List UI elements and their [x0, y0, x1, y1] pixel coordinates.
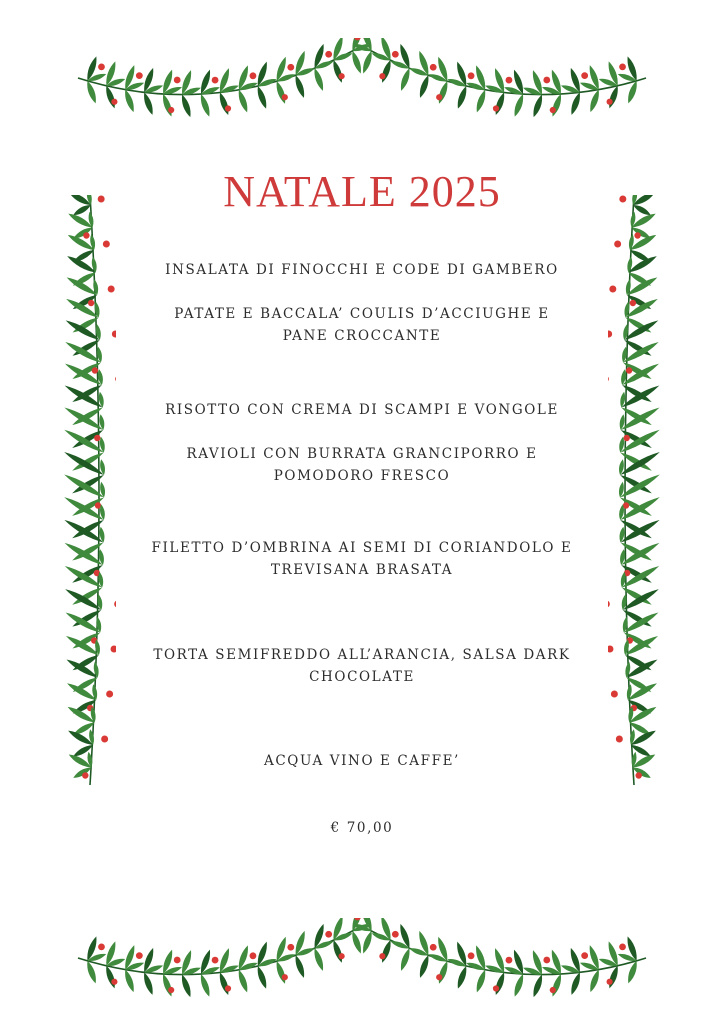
menu-title: NATALE 2025 — [223, 167, 501, 216]
leaf-shape — [474, 89, 488, 114]
berry-shape — [379, 953, 385, 959]
leaf-shape — [255, 965, 269, 990]
berry-shape — [250, 952, 257, 959]
leaf-shape — [160, 973, 174, 998]
holly-garland-right — [608, 195, 694, 785]
course-line: PATATE E BACCALA’ COULIS D’ACCIUGHE E — [174, 306, 550, 322]
berry-shape — [468, 952, 475, 959]
leaf-shape — [236, 89, 250, 114]
berry-shape — [82, 772, 88, 778]
berry-shape — [550, 107, 556, 113]
berry-shape — [111, 99, 117, 105]
berry-shape — [608, 376, 609, 383]
berry-shape — [543, 957, 550, 964]
berry-shape — [392, 931, 399, 938]
course-line: ACQUA VINO E CAFFE’ — [264, 753, 460, 769]
berry-shape — [581, 72, 588, 79]
leaf-shape — [123, 89, 137, 114]
berry-shape — [225, 985, 231, 991]
berry-shape — [634, 232, 640, 238]
berry-shape — [98, 63, 105, 70]
berry-shape — [108, 286, 115, 293]
berry-shape — [115, 376, 116, 383]
berry-shape — [608, 601, 610, 608]
berry-shape — [607, 979, 613, 985]
menu-price: € 70,00 — [330, 820, 394, 836]
leaf-shape — [417, 74, 431, 99]
course-line: TORTA SEMIFREDDO ALL’ARANCIA, SALSA DARK — [153, 647, 571, 663]
leaf-shape — [274, 80, 288, 105]
berry-shape — [339, 953, 345, 959]
holly-garland-bottom — [70, 918, 654, 1018]
leaf-shape — [123, 969, 137, 994]
course-line: PANE CROCCANTE — [282, 328, 442, 344]
leaf-shape — [493, 91, 507, 116]
berry-shape — [430, 944, 437, 951]
berry-shape — [436, 94, 442, 100]
berry-shape — [506, 77, 513, 84]
berry-shape — [225, 105, 231, 111]
leaf-shape — [160, 93, 174, 118]
berry-shape — [619, 943, 626, 950]
leaf-shape — [198, 973, 212, 998]
berry-shape — [168, 107, 174, 113]
leaf-shape — [550, 93, 564, 118]
leaf-shape — [569, 971, 583, 996]
berry-shape — [174, 77, 181, 84]
berry-shape — [174, 957, 181, 964]
course-line: FILETTO D’OMBRINA AI SEMI DI CORIANDOLO E — [151, 540, 573, 556]
berry-shape — [325, 51, 332, 58]
leaf-shape — [312, 947, 326, 972]
leaf-shape — [179, 974, 193, 999]
leaf-shape — [455, 965, 469, 990]
berry-shape — [250, 72, 257, 79]
leaf-shape — [293, 74, 307, 99]
berry-shape — [282, 94, 288, 100]
course-line: RISOTTO CON CREMA DI SCAMPI E VONGOLE — [165, 402, 559, 418]
berry-shape — [106, 691, 113, 698]
berry-shape — [287, 64, 294, 71]
berry-shape — [635, 772, 641, 778]
berry-shape — [112, 331, 116, 338]
berry-shape — [88, 300, 94, 306]
leaf-shape — [141, 91, 155, 116]
berry-shape — [608, 331, 612, 338]
berry-shape — [550, 987, 556, 993]
leaf-shape — [379, 59, 393, 84]
course-line: CHOCOLATE — [309, 669, 415, 685]
berry-shape — [83, 232, 89, 238]
berry-shape — [616, 736, 623, 743]
berry-shape — [282, 974, 288, 980]
course-line: INSALATA DI FINOCCHI E CODE DI GAMBERO — [165, 262, 559, 278]
berry-shape — [114, 601, 116, 608]
leaf-shape — [588, 89, 602, 114]
leaf-shape — [217, 91, 231, 116]
course-line: RAVIOLI CON BURRATA GRANCIPORRO E — [186, 446, 538, 462]
berry-shape — [614, 241, 621, 248]
leaf-shape — [217, 971, 231, 996]
course-line: POMODORO FRESCO — [273, 468, 451, 484]
leaf-shape — [379, 939, 393, 964]
leaf-shape — [255, 85, 269, 110]
berry-shape — [430, 64, 437, 71]
leaf-shape — [179, 94, 193, 119]
course-item — [140, 259, 584, 281]
leaf-shape — [493, 971, 507, 996]
berry-shape — [287, 944, 294, 951]
leaf-shape — [436, 80, 450, 105]
berry-shape — [436, 974, 442, 980]
leaf-shape — [398, 947, 412, 972]
berry-shape — [111, 979, 117, 985]
leaf-shape — [72, 765, 93, 780]
berry-shape — [626, 367, 632, 373]
leaf-shape — [293, 954, 307, 979]
course-item — [140, 537, 584, 581]
leaf-shape — [417, 954, 431, 979]
berry-shape — [543, 77, 550, 84]
leaf-shape — [198, 93, 212, 118]
leaf-shape — [312, 67, 326, 92]
leaf-shape — [398, 67, 412, 92]
leaf-shape — [569, 91, 583, 116]
holly-garland-top — [70, 38, 654, 138]
leaf-shape — [474, 969, 488, 994]
leaf-shape — [455, 85, 469, 110]
berry-shape — [103, 241, 110, 248]
berry-shape — [339, 73, 345, 79]
leaf-shape — [512, 973, 526, 998]
course-item — [140, 750, 584, 772]
leaf-shape — [531, 94, 545, 119]
leaf-shape — [236, 969, 250, 994]
berry-shape — [212, 957, 219, 964]
leaf-shape — [550, 973, 564, 998]
berry-shape — [392, 51, 399, 58]
berry-shape — [92, 367, 98, 373]
berry-shape — [136, 72, 143, 79]
course-line: TREVISANA BRASATA — [270, 562, 454, 578]
leaf-shape — [274, 960, 288, 985]
berry-shape — [506, 957, 513, 964]
berry-shape — [136, 952, 143, 959]
berry-shape — [607, 99, 613, 105]
berry-shape — [98, 943, 105, 950]
leaf-shape — [436, 960, 450, 985]
leaf-shape — [141, 971, 155, 996]
berry-shape — [212, 77, 219, 84]
course-item — [140, 303, 584, 347]
leaf-shape — [631, 765, 652, 780]
berry-shape — [611, 691, 618, 698]
berry-shape — [581, 952, 588, 959]
berry-shape — [619, 63, 626, 70]
berry-shape — [630, 300, 636, 306]
leaf-shape — [331, 59, 345, 84]
holly-garland-left — [30, 195, 116, 785]
berry-shape — [111, 646, 116, 653]
berry-shape — [379, 73, 385, 79]
berry-shape — [101, 736, 108, 743]
berry-shape — [608, 646, 613, 653]
berry-shape — [168, 987, 174, 993]
leaf-shape — [531, 974, 545, 999]
berry-shape — [609, 286, 616, 293]
berry-shape — [468, 72, 475, 79]
berry-shape — [94, 435, 100, 441]
berry-shape — [493, 985, 499, 991]
leaf-shape — [512, 93, 526, 118]
leaf-shape — [588, 969, 602, 994]
course-item — [140, 443, 584, 487]
course-item — [140, 644, 584, 688]
leaf-shape — [331, 939, 345, 964]
berry-shape — [325, 931, 332, 938]
berry-shape — [493, 105, 499, 111]
course-item — [140, 399, 584, 421]
berry-shape — [624, 435, 630, 441]
